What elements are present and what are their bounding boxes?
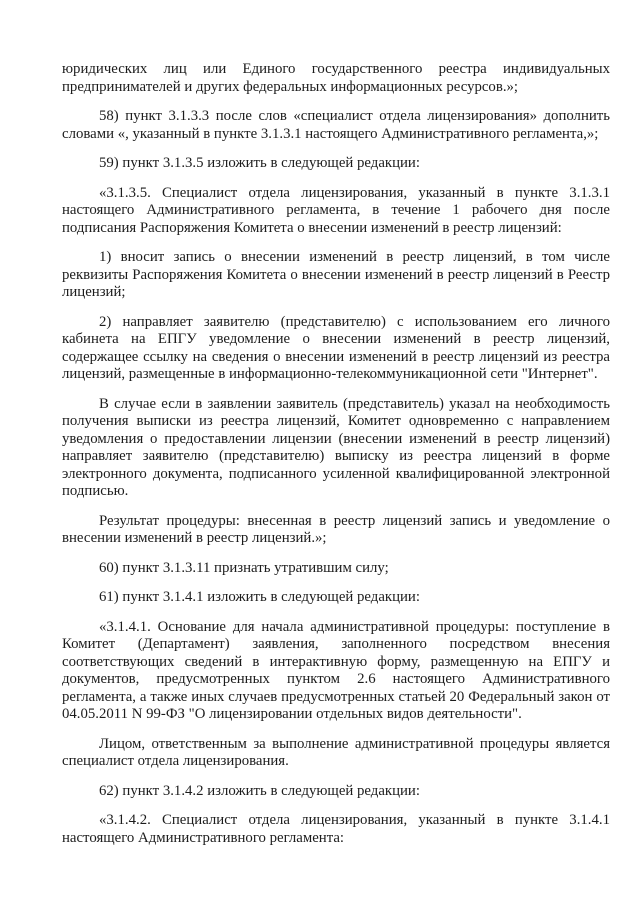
clause-3-1-3-5: «3.1.3.5. Специалист отдела лицензирования, указанный в пункте 3.1.3.1 настоящего Административного регламента, в течение 1 рабочего дня после подписания Распоряжения Комитета о внесении изменений в реестр лицензий: — [62, 184, 610, 236]
clause-3-1-4-1: «3.1.4.1. Основание для начала административной процедуры: поступление в Комитет (Департамент) заявления, заполненного посредством внесения соответствующих сведений в интерактивную форму, размещенную на ЕПГУ и документов, предусмотренных пунктом 2.6 настоящего Административного регламента, а также иных случаев предусмотренных статьей 20 Федеральный закон от 04.05.2011 N 99-ФЗ "О лицензировании отдельных видов деятельности". — [62, 618, 610, 722]
document-page — [62, 61, 610, 847]
clause-3-1-3-5-result: Результат процедуры: внесенная в реестр лицензий запись и уведомление о внесении изменений в реестр лицензий.»; — [62, 512, 610, 546]
amendment-item-60: 60) пункт 3.1.3.11 признать утратившим силу; — [99, 559, 389, 576]
clause-3-1-3-5-subitem-1: 1) вносит запись о внесении изменений в реестр лицензий, в том числе реквизиты Распоряжения Комитета о внесении изменений в реестр лицензий в Реестр лицензий; — [62, 249, 610, 300]
clause-3-1-3-5-extract-paragraph: В случае если в заявлении заявитель (представитель) указал на необходимость получения выписки из реестра лицензий, Комитет одновременно с направлением уведомления о предоставлении лицензии (внесении изменений в реестр лицензий) направляет заявителю (представителю) выписку из реестра лицензий в форме электронного документа, подписанного усиленной квалифицированной электронной подписью. — [62, 395, 610, 499]
clause-3-1-4-2: «3.1.4.2. Специалист отдела лицензирования, указанный в пункте 3.1.4.1 настоящего Административного регламента: — [62, 812, 610, 846]
amendment-item-58: 58) пункт 3.1.3.3 после слов «специалист отдела лицензирования» дополнить словами «, указанный в пункте 3.1.3.1 настоящего Административного регламента,»; — [62, 108, 610, 142]
clause-3-1-4-1-responsible: Лицом, ответственным за выполнение административной процедуры является специалист отдела лицензирования. — [62, 735, 610, 769]
amendment-item-61: 61) пункт 3.1.4.1 изложить в следующей редакции: — [99, 589, 420, 605]
paragraph-continuation: юридических лиц или Единого государственного реестра индивидуальных предпринимателей и других федеральных информационных ресурсов.»; — [62, 61, 610, 95]
amendment-item-59: 59) пункт 3.1.3.5 изложить в следующей редакции: — [99, 155, 420, 171]
clause-3-1-3-5-subitem-2: 2) направляет заявителю (представителю) с использованием его личного кабинета на ЕПГУ уведомление о внесении изменений в реестр лицензий, содержащее ссылку на сведения о внесении изменений в реестр лицензий из реестра лицензий, размещенные в информационно-телекоммуникационной сети "Интернет". — [62, 313, 610, 382]
amendment-item-62: 62) пункт 3.1.4.2 изложить в следующей редакции: — [99, 782, 420, 799]
